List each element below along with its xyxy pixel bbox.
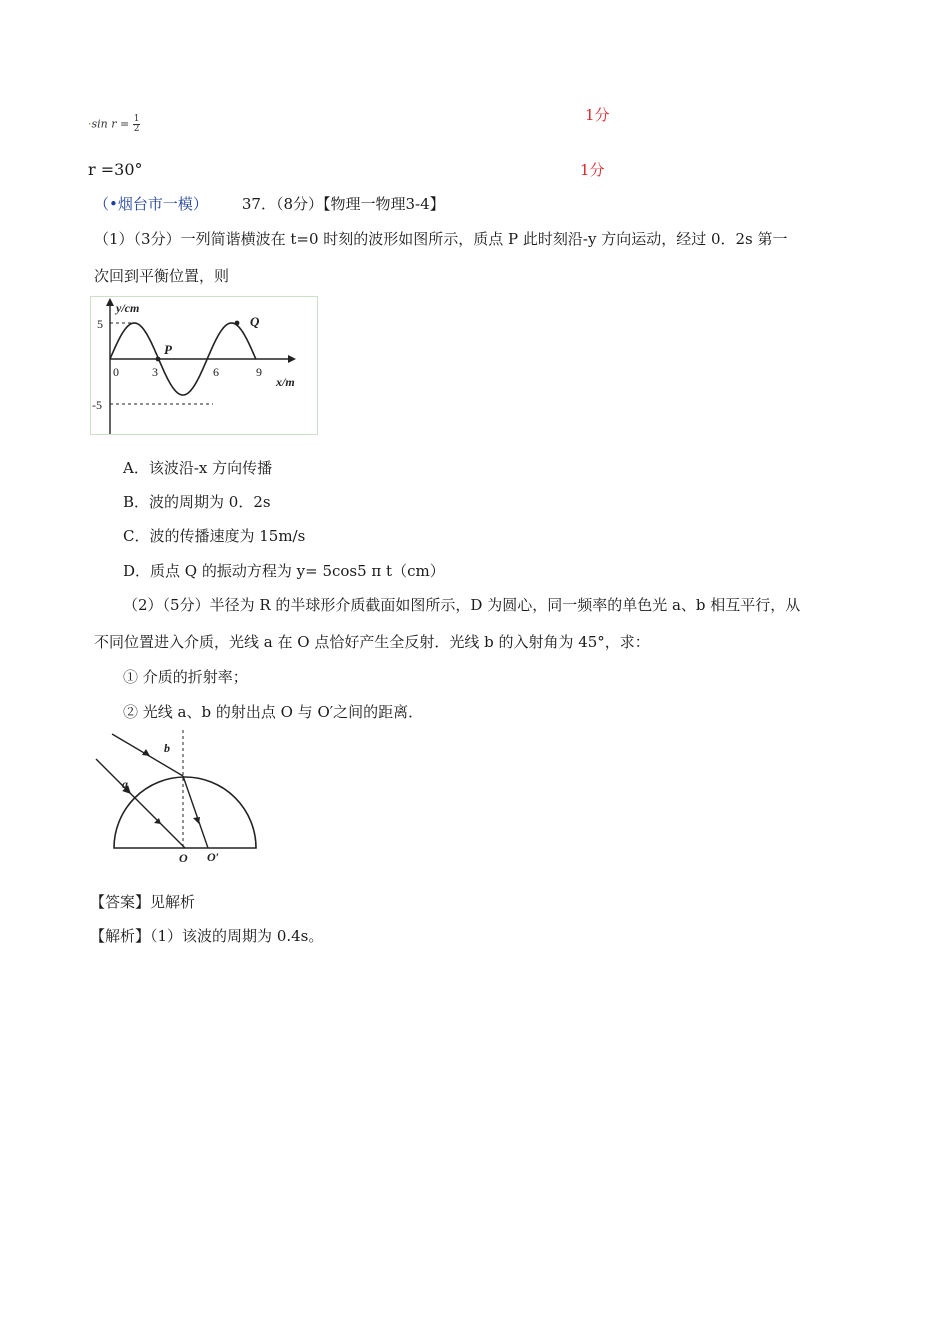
tick-9: 9	[256, 365, 262, 379]
fraction-numerator: 1	[133, 114, 140, 124]
question-header	[94, 194, 445, 214]
tick-0: 0	[113, 365, 119, 379]
sin-formula-lhs: sin r =	[91, 117, 130, 131]
label-b: b	[164, 741, 170, 755]
tick-neg5: -5	[92, 398, 102, 412]
option-c: C．波的传播速度为 15m/s	[123, 527, 306, 545]
score-2: 1分	[580, 161, 605, 179]
ray-b-refracted	[183, 776, 208, 848]
sub-question-2: ② 光线 a、b 的射出点 O 与 O′之间的距离．	[123, 703, 424, 721]
tick-3: 3	[152, 365, 158, 379]
tick-6: 6	[213, 365, 219, 379]
wave-figure	[90, 296, 320, 436]
question-title: 37．（8分）【物理一物理3-4】	[241, 195, 445, 213]
label-q: Q	[250, 314, 260, 329]
semicircle-figure	[90, 728, 270, 866]
r-value: r =30°	[88, 160, 143, 179]
part2-line1: （2）（5分）半径为 R 的半球形介质截面如图所示，D 为圆心，同一频率的单色光 a、b 相互平行，从	[123, 596, 801, 614]
x-axis-label: x/m	[276, 375, 295, 389]
part2-line2: 不同位置进入介质，光线 a 在 O 点恰好产生全反射．光线 b 的入射角为 45°，求：	[94, 633, 650, 651]
y-axis-label: y/cm	[116, 301, 140, 315]
label-o-prime: O′	[207, 850, 220, 864]
point-p	[156, 357, 161, 362]
label-a: a	[122, 777, 128, 791]
part1-line2: 次回到平衡位置，则	[94, 267, 230, 285]
label-p: P	[164, 342, 172, 357]
ray-a-refracted	[128, 791, 185, 848]
point-q	[235, 321, 240, 326]
tick-5: 5	[97, 317, 103, 331]
ray-b-arrowhead-2	[193, 817, 200, 824]
label-o: O	[179, 851, 188, 865]
part1-line1: （1）（3分）一列简谐横波在 t=0 时刻的波形如图所示，质点 P 此时刻沿-y 方向运动，经过 0．2s 第一	[94, 230, 788, 248]
fraction	[133, 115, 141, 134]
source-label: （•烟台市一模）	[94, 195, 208, 213]
answer-line: 【答案】见解析	[90, 893, 196, 911]
sub-question-1: ① 介质的折射率；	[123, 668, 248, 686]
sin-formula: ·sin r = $\frac{1}{2}$	[88, 114, 140, 134]
analysis-line: 【解析】（1）该波的周期为 0.4s。	[90, 927, 324, 945]
option-a: A．该波沿-x 方向传播	[123, 459, 273, 477]
score-1: 1分	[585, 106, 610, 124]
option-d: D．质点 Q 的振动方程为 y= 5cos5 π t（cm）	[123, 562, 445, 580]
semicircle	[114, 777, 256, 848]
fraction-denominator: 2	[133, 124, 140, 134]
option-b: B．波的周期为 0．2s	[123, 493, 271, 511]
